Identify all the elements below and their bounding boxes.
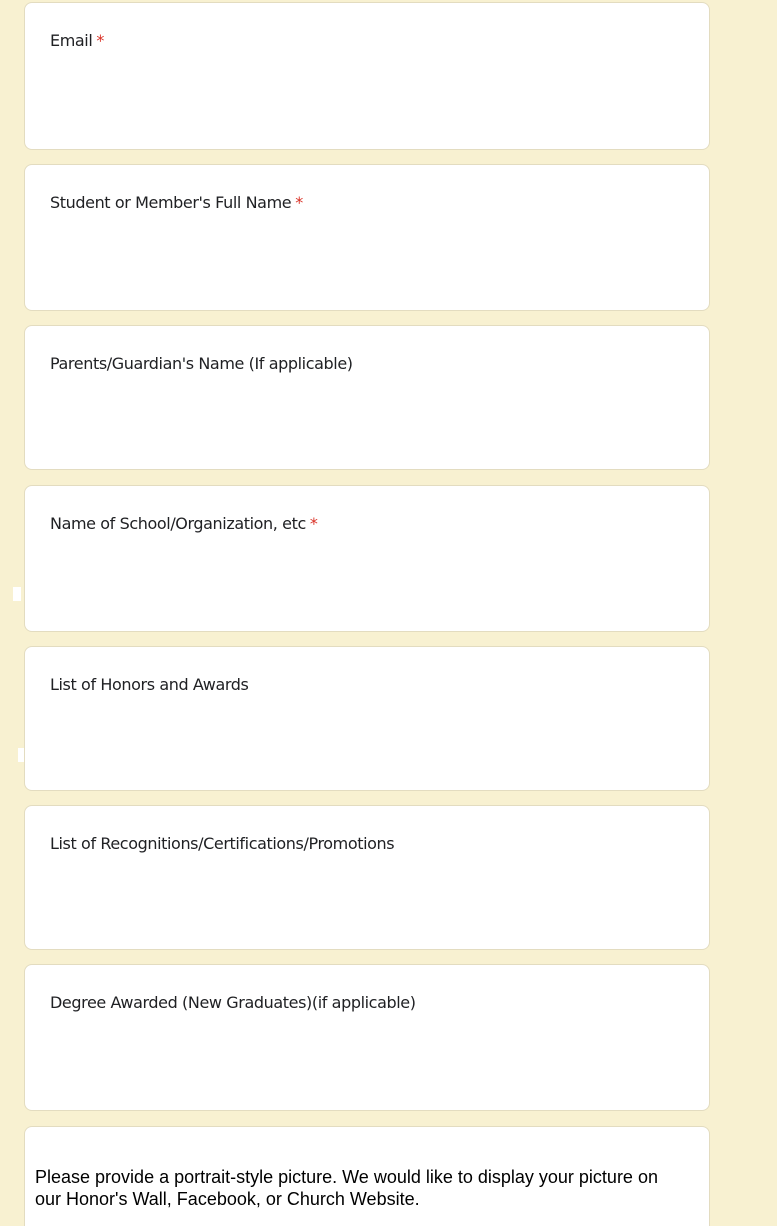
full-name-input[interactable]: [50, 241, 684, 277]
photo-notice-text: Please provide a portrait-style picture. We would like to display your picture on our Honor's Wall, Facebook, or Church Website.: [35, 1167, 658, 1209]
question-label-recognitions: [50, 834, 394, 853]
question-card-guardian-name: [24, 325, 710, 470]
question-label-full-name: [50, 193, 303, 212]
school-input[interactable]: [50, 562, 684, 598]
question-title: Email: [50, 31, 93, 50]
margin-mark: [18, 748, 24, 762]
question-title: Degree Awarded (New Graduates)(if applicable): [50, 993, 416, 1012]
question-card-recognitions: [24, 805, 710, 950]
email-input[interactable]: [50, 79, 684, 115]
question-label-guardian-name: [50, 354, 353, 373]
question-card-email: [24, 2, 710, 150]
required-asterisk: *: [295, 193, 303, 212]
question-card-photo: [24, 1126, 710, 1226]
question-title: List of Honors and Awards: [50, 675, 249, 694]
question-card-honors: [24, 646, 710, 791]
question-card-full-name: [24, 164, 710, 311]
question-card-school: [24, 485, 710, 632]
question-title: List of Recognitions/Certifications/Promotions: [50, 834, 395, 853]
required-asterisk: *: [309, 514, 318, 533]
question-label-degree: [50, 993, 416, 1012]
question-title: Name of School/Organization, etc: [50, 514, 306, 533]
question-card-degree: [24, 964, 710, 1111]
margin-mark: [13, 587, 21, 601]
question-title: Parents/Guardian's Name (If applicable): [50, 354, 353, 373]
degree-input[interactable]: [50, 1041, 684, 1077]
question-label-honors: [50, 675, 248, 694]
required-asterisk: *: [96, 31, 105, 50]
question-title: Student or Member's Full Name: [50, 193, 292, 212]
honors-input[interactable]: [50, 723, 684, 759]
recognitions-input[interactable]: [50, 882, 684, 918]
guardian-name-input[interactable]: [50, 402, 684, 438]
question-label-school: [50, 514, 318, 533]
question-label-email: [50, 31, 104, 50]
